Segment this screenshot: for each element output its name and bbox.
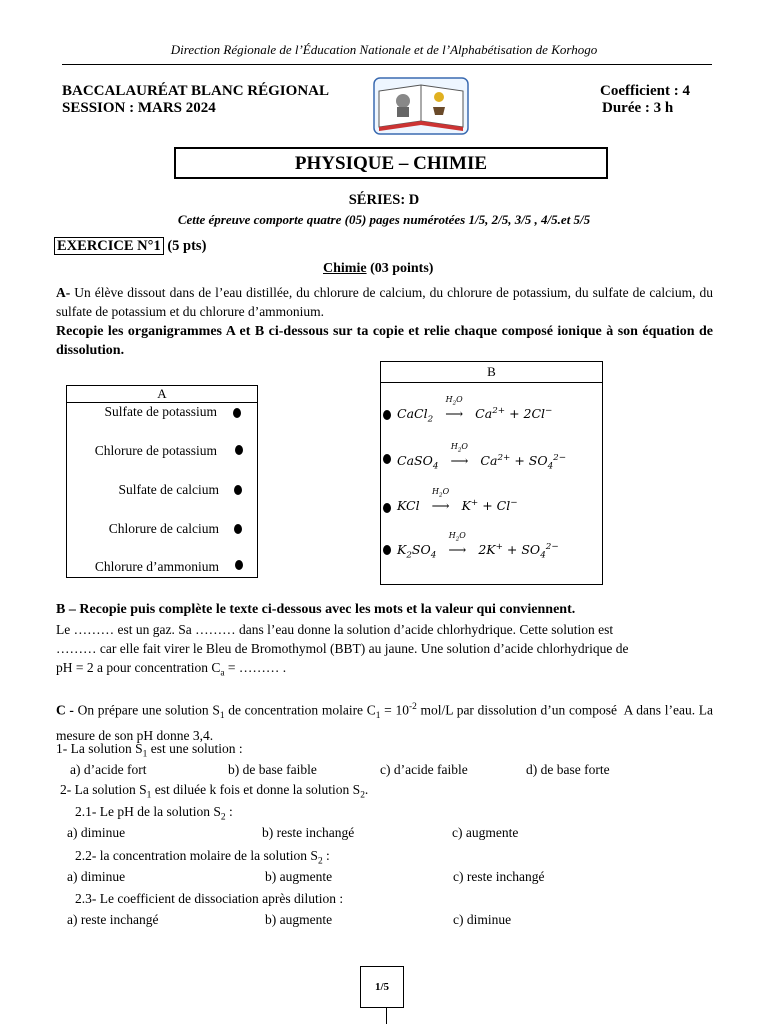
q21-option[interactable]: a) diminue	[67, 825, 126, 840]
subject-title: PHYSIQUE – CHIMIE	[174, 147, 608, 179]
pages-note: Cette épreuve comporte quatre (05) pages numérotées 1/5, 2/5, 3/5 , 4/5.et 5/5	[177, 212, 591, 227]
connector-dot	[235, 445, 243, 455]
exam-session: SESSION : MARS 2024	[62, 100, 216, 116]
exercise-heading	[54, 238, 206, 255]
q1-option[interactable]: a) d’acide fort	[70, 762, 147, 777]
equation-reactant: KCl	[397, 498, 420, 514]
exam-name: BACCALAURÉAT BLANC RÉGIONAL	[62, 83, 329, 99]
dissolution-equation: KCl $H_2O$ ⟶ K+ + Cl−	[397, 487, 518, 514]
question-1: 1- La solution $S_1$ est une solution :	[56, 741, 243, 760]
equation-reactant: $K_2SO_4$	[397, 542, 437, 561]
page-number: 1/5	[360, 966, 404, 1008]
compound-item: Chlorure de calcium	[108, 521, 219, 536]
exercise-label: EXERCICE N°1	[54, 237, 164, 255]
connector-dot	[234, 485, 242, 495]
connector-dot	[233, 408, 241, 418]
part-a-prefix: A-	[56, 285, 71, 300]
series: SÉRIES: D	[348, 192, 420, 208]
connector-dot	[383, 545, 391, 555]
solvent-label: $H_2O$	[445, 395, 463, 407]
chimie-points: (03 points)	[370, 261, 434, 276]
part-b-line1: Le ……… est un gaz. Sa ……… dans l’eau donne la solution d’acide chlorhydrique. Cette solution est	[56, 622, 614, 637]
q22-option[interactable]: c) reste inchangé	[453, 869, 545, 884]
q23-option[interactable]: c) diminue	[453, 912, 512, 927]
solvent-label: $H_2O$	[432, 487, 450, 499]
chimie-label: Chimie	[323, 261, 367, 276]
q1-option[interactable]: c) d’acide faible	[380, 762, 468, 777]
solvent-label: $H_2O$	[448, 531, 466, 543]
connector-dot	[383, 410, 391, 420]
duration: Durée : 3 h	[602, 100, 674, 116]
organigram-b-label: B	[381, 362, 602, 383]
q23-option[interactable]: b) augmente	[265, 912, 333, 927]
chimie-heading	[323, 261, 433, 277]
direction-header: Direction Régionale de l’Éducation Nationale et de l’Alphabétisation de Korhogo	[170, 42, 598, 57]
compound-item: Chlorure d’ammonium	[94, 559, 219, 574]
organigram-a-label: A	[67, 386, 257, 403]
equation-products: $Ca^{2+} + 2Cl^-$	[475, 406, 553, 422]
part-b-line2: ……… car elle fait virer le Bleu de Bromothymol (BBT) au jaune. Une solution d’acide chlorhydrique de	[56, 641, 629, 656]
part-a-text	[56, 283, 713, 321]
page-footer-tick	[386, 1008, 387, 1024]
compound-item: Sulfate de calcium	[118, 482, 219, 497]
compound-item: Chlorure de potassium	[94, 443, 217, 458]
equation-products: K+ + Cl−	[461, 498, 518, 514]
equation-reactant: CaSO$_4$	[397, 453, 439, 472]
question-2: 2- La solution $S_1$ est diluée k fois et donne la solution $S_2$.	[60, 782, 369, 801]
part-b-line3: pH = 2 a pour concentration $C_a$ = ……… .	[56, 660, 287, 679]
part-b-title: B – Recopie puis complète le texte ci-dessous avec les mots et la valeur qui conviennent.	[56, 602, 576, 617]
header-divider	[62, 64, 712, 65]
dissolution-equation: CaCl$_2$ $H_2O$ ⟶ $Ca^{2+} + 2Cl^-$	[397, 395, 553, 425]
q21-option[interactable]: c) augmente	[452, 825, 519, 840]
compound-item: Sulfate de potassium	[104, 404, 217, 419]
part-a-statement: Un élève dissout dans de l’eau distillée, du chlorure de calcium, du chlorure de potassium, du sulfate de calcium, du sulfate de potassium et du chlorure d’ammonium.	[56, 285, 713, 319]
solvent-label: $H_2O$	[450, 442, 468, 454]
connector-dot	[234, 524, 242, 534]
q1-option[interactable]: d) de base forte	[526, 762, 610, 777]
coefficient: Coefficient : 4	[600, 83, 690, 99]
dissolution-equation: $K_2SO_4$ $H_2O$ ⟶ $2K^+ + SO_4^{2-}$	[397, 531, 559, 561]
connector-dot	[383, 503, 391, 513]
question-2-2: 2.2- la concentration molaire de la solution $S_2$ :	[75, 848, 330, 867]
q23-option[interactable]: a) reste inchangé	[67, 912, 159, 927]
q1-option[interactable]: b) de base faible	[228, 762, 317, 777]
part-c-prefix: C -	[56, 702, 74, 718]
part-c-intro: C - On prépare une solution $S_1$ de concentration molaire $C_1 = 10^{-2}$ mol/L par dissolution d’un composé A dans l’eau. La mesure de son pH donne 3,4.	[56, 702, 713, 744]
organigram-a	[66, 385, 258, 578]
ministry-logo	[373, 77, 469, 135]
equation-products: $2K^+ + SO_4^{2-}$	[478, 542, 559, 561]
dissolution-equation: CaSO$_4$ $H_2O$ ⟶ $Ca^{2+} + SO_4^{2-}$	[397, 442, 567, 472]
exercise-points: (5 pts)	[167, 238, 207, 254]
connector-dot	[383, 454, 391, 464]
organigram-b	[380, 361, 603, 585]
question-2-1: 2.1- Le pH de la solution $S_2$ :	[75, 804, 233, 823]
equation-reactant: CaCl$_2$	[397, 406, 434, 425]
equation-products: $Ca^{2+} + SO_4^{2-}$	[480, 453, 567, 472]
q22-option[interactable]: b) augmente	[265, 869, 333, 884]
question-2-3: 2.3- Le coefficient de dissociation après dilution :	[75, 891, 344, 906]
q22-option[interactable]: a) diminue	[67, 869, 126, 884]
q21-option[interactable]: b) reste inchangé	[262, 825, 355, 840]
part-a-instruction: Recopie les organigrammes A et B ci-dessous sur ta copie et relie chaque composé ionique à son équation de dissolution.	[56, 324, 713, 358]
connector-dot	[235, 560, 243, 570]
